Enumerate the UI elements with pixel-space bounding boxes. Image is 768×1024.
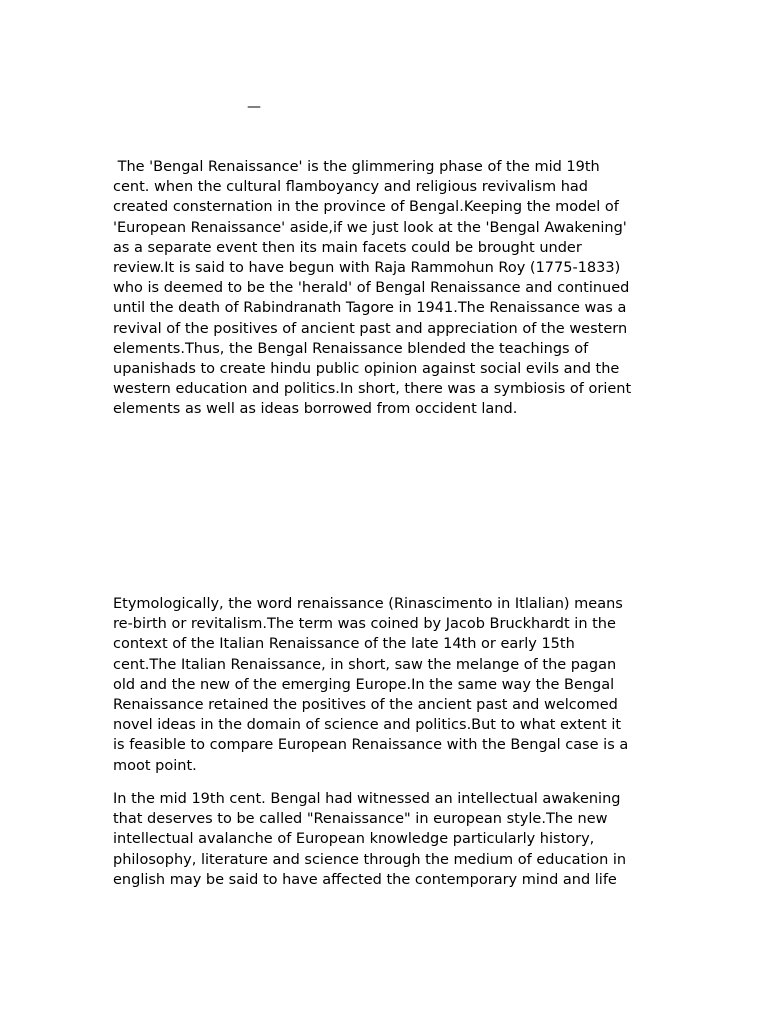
text-line: upanishads to create hindu public opinion against social evils and the (113, 361, 620, 378)
text-line: as a separate event then its main facets could be brought under (113, 239, 582, 256)
text-line: is feasible to compare European Renaissance with the Bengal case is a (113, 737, 629, 754)
text-line: cent. when the cultural flamboyancy and religious revivalism had (113, 179, 588, 196)
text-line: re-birth or revitalism.The term was coined by Jacob Bruckhardt in the (113, 616, 616, 633)
text-line: revival of the positives of ancient past and appreciation of the western (113, 320, 628, 337)
text-line: created consternation in the province of Bengal.Keeping the model of (113, 199, 619, 216)
text-line: intellectual avalanche of European knowledge particularly history, (113, 831, 595, 848)
text-line: elements as well as ideas borrowed from occident land. (113, 401, 518, 418)
text-line: novel ideas in the domain of science and politics.But to what extent it (113, 717, 622, 734)
text-line: cent.The Italian Renaissance, in short, saw the melange of the pagan (113, 656, 617, 673)
text-line: moot point. (113, 757, 197, 774)
text-line: until the death of Rabindranath Tagore in 1941.The Renaissance was a (113, 300, 627, 317)
text-line: context of the Italian Renaissance of the late 14th or early 15th (113, 636, 575, 653)
text-line: english may be said to have affected the contemporary mind and life (113, 871, 617, 888)
text-line: philosophy, literature and science through the medium of education in (113, 851, 627, 868)
paragraph-bengal-renaissance-intro (113, 157, 673, 420)
text-line: In the mid 19th cent. Bengal had witnessed an intellectual awakening (113, 791, 621, 807)
text-line: western education and politics.In short, there was a symbiosis of orient (113, 381, 632, 398)
text-line: Etymologically, the word renaissance (Rinascimento in Itlalian) means (113, 596, 623, 612)
text-line: 'European Renaissance' aside,if we just look at the 'Bengal Awakening' (113, 219, 627, 236)
text-line: elements.Thus, the Bengal Renaissance blended the teachings of (113, 340, 589, 357)
text-line: The 'Bengal Renaissance' is the glimmering phase of the mid 19th (113, 159, 600, 175)
paragraph-intellectual-awakening (113, 789, 673, 890)
text-line: who is deemed to be the 'herald' of Bengal Renaissance and continued (113, 280, 630, 297)
text-line: Renaissance retained the positives of the ancient past and welcomed (113, 697, 618, 714)
paragraph-etymology (113, 594, 673, 776)
text-line: old and the new of the emerging Europe.In the same way the Bengal (113, 676, 615, 693)
text-line: that deserves to be called "Renaissance" in european style.The new (113, 811, 608, 828)
text-line: review.It is said to have begun with Raja Rammohun Roy (1775-1833) (113, 260, 621, 277)
header-dash-mark: — (247, 99, 261, 115)
